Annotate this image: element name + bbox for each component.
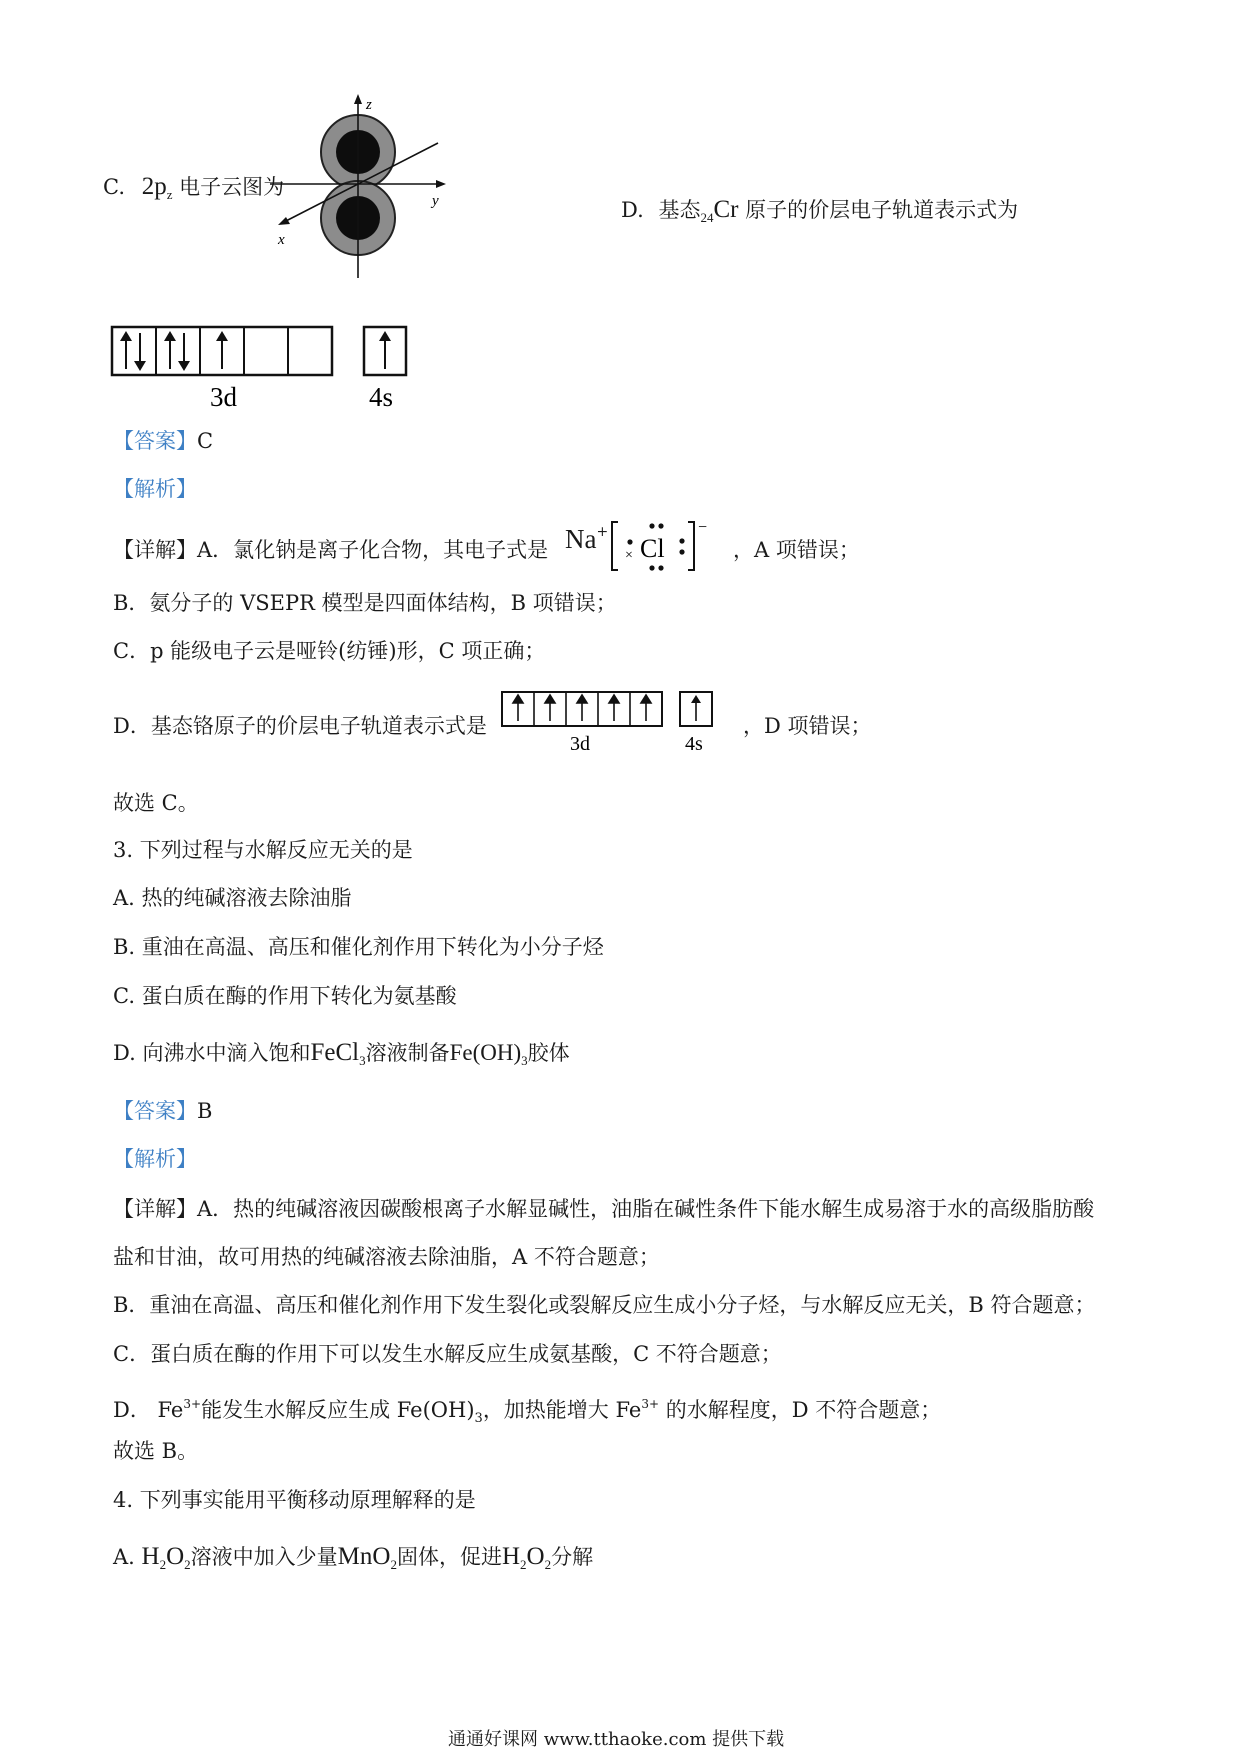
answer-label: 【答案】	[113, 429, 197, 453]
z-axis-label: z	[366, 97, 372, 113]
chloride-bracket	[610, 518, 710, 574]
orbital-4s-box	[364, 327, 406, 375]
label-4s: 4s	[369, 382, 394, 412]
h2o2-formula: $H_2O_2$	[141, 1543, 191, 1572]
mno2-formula: MnO$_2$	[337, 1543, 397, 1572]
q3-analysis-label: 【解析】	[113, 1147, 197, 1171]
q3-stem: 3. 下列过程与水解反应无关的是	[113, 838, 413, 862]
fecl3-formula: FeCl$_3$	[310, 1039, 366, 1068]
orbital-3d-boxes	[112, 327, 332, 375]
q3-detail-d: D． $Fe^{3+}$能发生水解反应生成 $Fe(OH)_3$，加热能增大 $Fe^{3+}$ 的水解程度，D 不符合题意；	[113, 1397, 942, 1426]
h2o2-formula-2: $H_2O_2$	[501, 1543, 552, 1572]
q2-detail-d: D．基态铬原子的价层电子轨道表示式是	[113, 714, 487, 738]
paired-arrows-1	[120, 331, 146, 371]
q4-stem: 4. 下列事实能用平衡移动原理解释的是	[113, 1488, 476, 1512]
orbital-diagram-correct	[500, 690, 720, 756]
orbital-formula: $2p_z$	[141, 173, 173, 202]
chromium-symbol: $_{24}$Cr	[700, 196, 739, 225]
q2-answer	[113, 427, 213, 455]
option-c: C. $2p_z$ 电子云图为	[103, 173, 285, 202]
feoh3-formula: $Fe(OH)_3$	[449, 1040, 528, 1068]
option-label: C.	[103, 175, 125, 199]
paired-arrows-2	[164, 331, 190, 371]
q4-option-a: A. $H_2O_2$溶液中加入少量MnO$_2$固体，促进$H_2O_2$分解	[113, 1543, 594, 1572]
y-axis-label: y	[432, 193, 439, 209]
q3-option-c: C. 蛋白质在酶的作用下转化为氨基酸	[113, 984, 457, 1008]
chloride-charge: −	[698, 519, 708, 536]
nacl-electron-formula	[565, 524, 608, 555]
q2-detail-a-end: ，A 项错误；	[733, 538, 860, 562]
q3-conclusion: 故选 B。	[113, 1439, 199, 1463]
q3-detail-a1: 【详解】A．热的纯碱溶液因碳酸根离子水解显碱性，油脂在碱性条件下能水解生成易溶于水的高级脂肪酸	[113, 1197, 1095, 1221]
detail-label: 【详解】	[113, 538, 197, 562]
chlorine-symbol: Cl	[640, 534, 665, 563]
q2-conclusion: 故选 C。	[113, 791, 199, 815]
small-label-3d: 3d	[570, 733, 590, 755]
orbital-diagram-option-d	[110, 325, 420, 415]
q2-detail-b: B．氨分子的 VSEPR 模型是四面体结构，B 项错误；	[113, 591, 617, 615]
q2-detail-c: C．p 能级电子云是哑铃(纺锤)形，C 项正确；	[113, 639, 546, 663]
q3-detail-a2: 盐和甘油，故可用热的纯碱溶液去除油脂，A 不符合题意；	[113, 1245, 660, 1269]
q3-answer: 【答案】B	[113, 1099, 213, 1123]
q3-option-b: B. 重油在高温、高压和催化剂作用下转化为小分子烃	[113, 935, 604, 959]
q3-option-d: D. 向沸水中滴入饱和FeCl$_3$溶液制备$Fe(OH)_3$胶体	[113, 1039, 570, 1068]
single-arrow-3	[216, 331, 228, 369]
q3-detail-c: C．蛋白质在酶的作用下可以发生水解反应生成氨基酸，C 不符合题意；	[113, 1342, 782, 1366]
answer-value: C	[197, 429, 214, 453]
option-d: D. 基态$_{24}$Cr 原子的价层电子轨道表示式为	[621, 196, 1019, 225]
small-3d-boxes	[502, 692, 662, 726]
q3-detail-b: B．重油在高温、高压和催化剂作用下发生裂化或裂解反应生成小分子烃，与水解反应无关，B 符合题意；	[113, 1293, 1096, 1317]
q2-detail-d-end: ，D 项错误；	[743, 714, 872, 738]
small-4s-box	[680, 692, 712, 726]
q2-analysis-label: 【解析】	[113, 477, 197, 501]
sodium-symbol: Na	[565, 524, 597, 554]
label-3d: 3d	[210, 382, 237, 412]
q2-detail-a: 【详解】A．氯化钠是离子化合物，其电子式是	[113, 538, 549, 562]
sodium-charge: +	[596, 524, 609, 540]
x-axis-label: x	[278, 232, 285, 248]
svg-text:×: ×	[625, 548, 633, 563]
page-footer: 通通好课网 www.tthaoke.com 提供下载	[448, 1729, 785, 1750]
p-orbital-electron-cloud	[270, 92, 460, 282]
answer-value: B	[197, 1099, 213, 1123]
q3-option-a: A. 热的纯碱溶液去除油脂	[113, 886, 352, 910]
small-label-4s: 4s	[685, 733, 703, 755]
